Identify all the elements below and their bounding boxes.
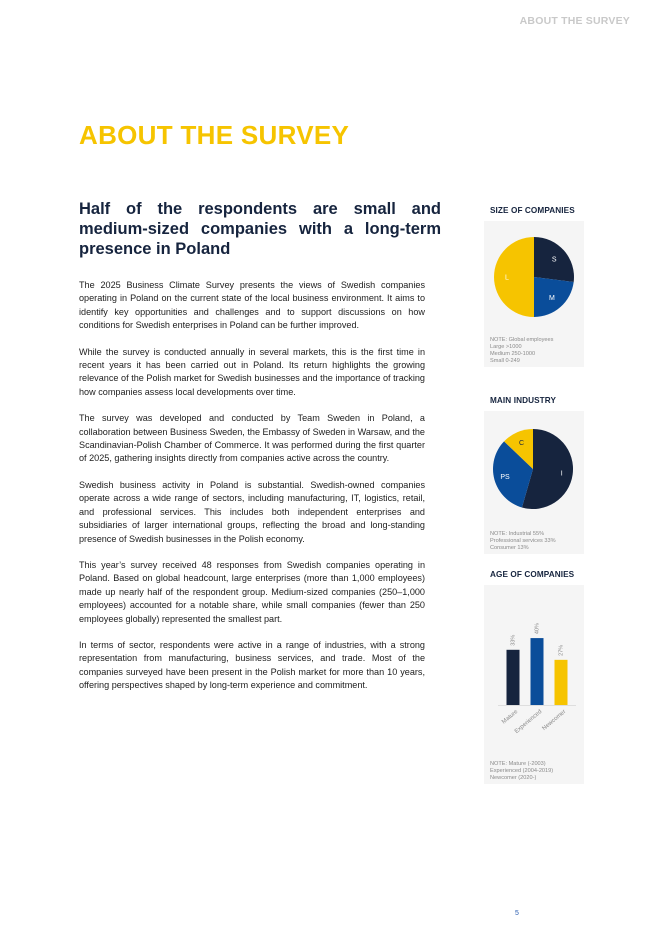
bar-data-label: 40% bbox=[534, 623, 541, 635]
main-industry-panel bbox=[484, 396, 584, 554]
note-line: Professional services 33% bbox=[490, 538, 556, 544]
pie-label-s: S bbox=[551, 256, 557, 264]
bar-data-label: 33% bbox=[510, 634, 517, 646]
chart-area bbox=[484, 411, 584, 528]
chart-note bbox=[484, 758, 584, 784]
note-line: Consumer 13% bbox=[490, 545, 529, 551]
paragraph: Swedish business activity in Poland is substantial. Swedish-owned companies operate across a wide range of sectors, including manufacturing, IT, logistics, retail, and professional services. This includes both independent enterprises and subsidiaries of larger international groups, reflecting the broad and long-standing presence of Swedish businesses in the Polish economy. bbox=[79, 479, 425, 544]
note-line: NOTE: Global employees bbox=[490, 337, 554, 343]
industry-pie-chart bbox=[484, 411, 584, 523]
size-pie-chart bbox=[484, 221, 584, 329]
age-of-companies-panel bbox=[484, 570, 584, 784]
paragraph: This year’s survey received 48 responses from Swedish companies operating in Poland. Based on global headcount, large enterprises (more than 1,000 employees) made up nearly half of the respondent group. Medium-sized companies (250–1,000 employees) accounted for a notable share, while small companies (fewer than 250 employees globally) represented the smallest part. bbox=[79, 559, 425, 624]
chart-note bbox=[484, 334, 584, 367]
note-line: Experienced (2004-2019) bbox=[490, 768, 554, 774]
note-line: Small 0-249 bbox=[490, 358, 520, 364]
chart-note bbox=[484, 528, 584, 554]
chart-area bbox=[484, 221, 584, 334]
note-line: NOTE: Industrial 55% bbox=[490, 531, 545, 537]
paragraph: While the survey is conducted annually in several markets, this is the first time in recent years it has been carried out in Poland. Its return highlights the growing relevance of the Polish market for Swedish businesses and the importance of tracking how companies assess local developments over time. bbox=[79, 346, 425, 397]
chart-title: AGE OF COMPANIES bbox=[490, 570, 575, 579]
pie-label-ps: PS bbox=[500, 474, 510, 482]
paragraph: In terms of sector, respondents were active in a range of industries, with a strong representation from manufacturing, business services, and trade. Most of the companies surveyed have been present in the Polish market for more than 10 years, offering perspectives shaped by long-term experience and commitment. bbox=[79, 639, 425, 691]
note-line: Large >1000 bbox=[490, 344, 522, 350]
pie-label-m: M bbox=[548, 294, 555, 302]
pie-label-l: L bbox=[505, 274, 509, 282]
x-tick-label: Experienced bbox=[513, 708, 544, 735]
body-text bbox=[79, 279, 425, 706]
paragraph: The survey was developed and conducted by Team Sweden in Poland, a collaboration between Business Sweden, the Embassy of Sweden in Warsaw, and the Scandinavian-Polish Chamber of Commerce. It was performed during the first quarter of 2025, gathering insights directly from companies active across the country. bbox=[79, 413, 425, 464]
pie-label-c: C bbox=[519, 439, 525, 447]
x-tick-label: Mature bbox=[501, 708, 520, 726]
x-tick-label: Newcomer bbox=[541, 708, 568, 732]
note-line: Newcomer (2020-) bbox=[490, 775, 537, 781]
bar-mature bbox=[507, 650, 520, 705]
bar-data-label: 27% bbox=[558, 644, 565, 656]
chart-title: SIZE OF COMPANIES bbox=[490, 206, 575, 215]
pie-label-i: I bbox=[560, 470, 563, 478]
pie-slice-l bbox=[494, 237, 534, 317]
running-header: ABOUT THE SURVEY bbox=[519, 15, 630, 27]
note-line: Medium 250-1000 bbox=[490, 351, 536, 357]
age-bar-chart bbox=[484, 585, 584, 753]
page-title: ABOUT THE SURVEY bbox=[79, 120, 350, 150]
paragraph: The 2025 Business Climate Survey presents the views of Swedish companies operating in Poland on the current state of the local business environment. It aims to identify key opportunities and challenges and to support discussions on how conditions for Swedish enterprises in Poland can be further improved. bbox=[79, 280, 425, 331]
size-of-companies-panel bbox=[484, 206, 584, 367]
page-number: 5 bbox=[515, 910, 519, 917]
bar-newcomer bbox=[555, 660, 568, 705]
bar-experienced bbox=[531, 638, 544, 705]
chart-title: MAIN INDUSTRY bbox=[490, 396, 557, 405]
note-line: NOTE: Mature (-2003) bbox=[490, 761, 546, 767]
section-subheading: Half of the respondents are small and medium-sized companies with a long-term presence in Poland bbox=[79, 200, 441, 258]
chart-area bbox=[484, 585, 584, 758]
